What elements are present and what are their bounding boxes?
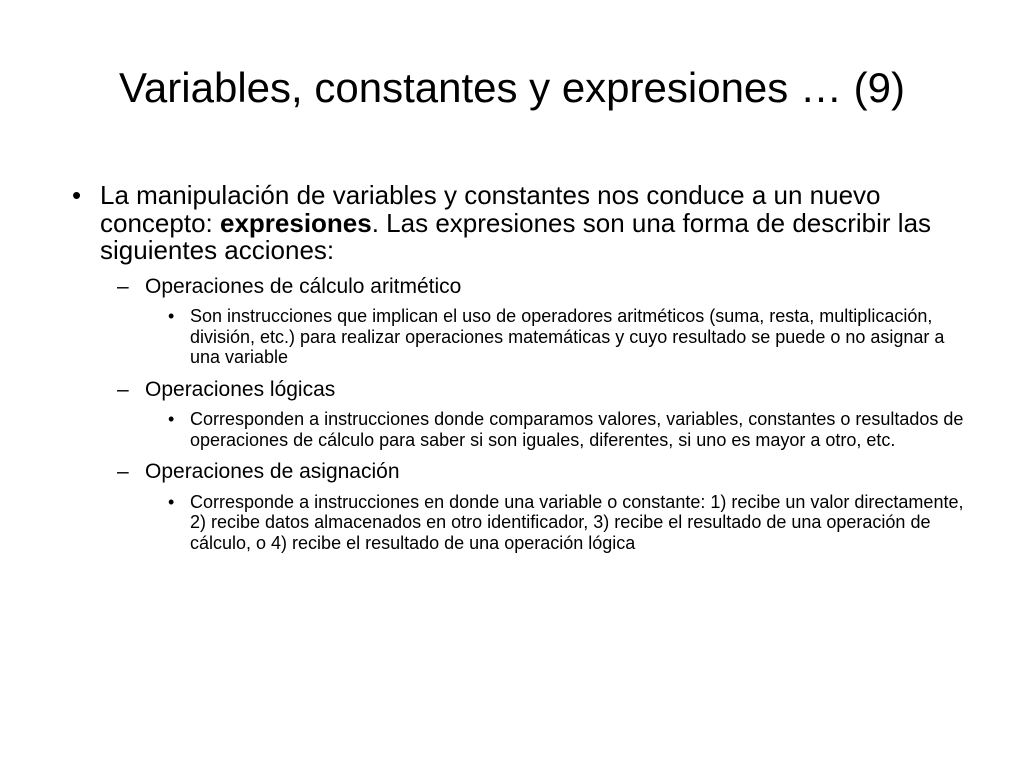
bullet-marker: •	[168, 409, 175, 430]
bullet-marker: •	[168, 491, 175, 512]
intro-text-before: La manipulación de variables y constantes nos conduce a un nuevo concepto:	[100, 180, 881, 238]
section-detail-text: Corresponden a instrucciones donde comparamos valores, variables, constantes o resultados de operaciones de cálculo para saber si son iguales, diferentes, si uno es mayor a otro, etc.	[190, 409, 964, 450]
section-detail-arithmetic	[72, 306, 968, 368]
section-heading-text: Operaciones lógicas	[145, 377, 336, 401]
dash-marker: –	[117, 274, 129, 298]
section-heading-text: Operaciones de cálculo aritmético	[145, 274, 462, 298]
section-detail-assignment	[72, 492, 968, 554]
slide-title: Variables, constantes y expresiones … (9)	[119, 64, 905, 111]
dash-marker: –	[117, 460, 129, 484]
section-heading-text: Operaciones de asignación	[145, 460, 400, 484]
bullet-marker: •	[72, 180, 82, 210]
intro-text-after: . Las expresiones son una forma de describir las siguientes acciones:	[100, 207, 932, 266]
intro-bullet	[72, 182, 968, 265]
bullet-marker: •	[168, 306, 175, 327]
section-heading-logical	[72, 378, 968, 402]
section-heading-arithmetic	[72, 275, 968, 299]
section-detail-text: Son instrucciones que implican el uso de operadores aritméticos (suma, resta, multiplicación, división, etc.) para realizar operaciones matemáticas y cuyo resultado se puede o no asignar a una variable	[190, 306, 945, 368]
section-heading-assignment	[72, 460, 968, 484]
intro-bold-term: expresiones	[219, 207, 372, 238]
section-detail-logical	[72, 409, 968, 450]
section-detail-text: Corresponde a instrucciones en donde una variable o constante: 1) recibe un valor directamente, 2) recibe datos almacenados en otro identificador, 3) recibe el resultado de una operación de cálculo, o 4) recibe el resultado de una operación lógica	[190, 491, 964, 553]
slide-content	[72, 182, 968, 553]
dash-marker: –	[117, 377, 129, 401]
